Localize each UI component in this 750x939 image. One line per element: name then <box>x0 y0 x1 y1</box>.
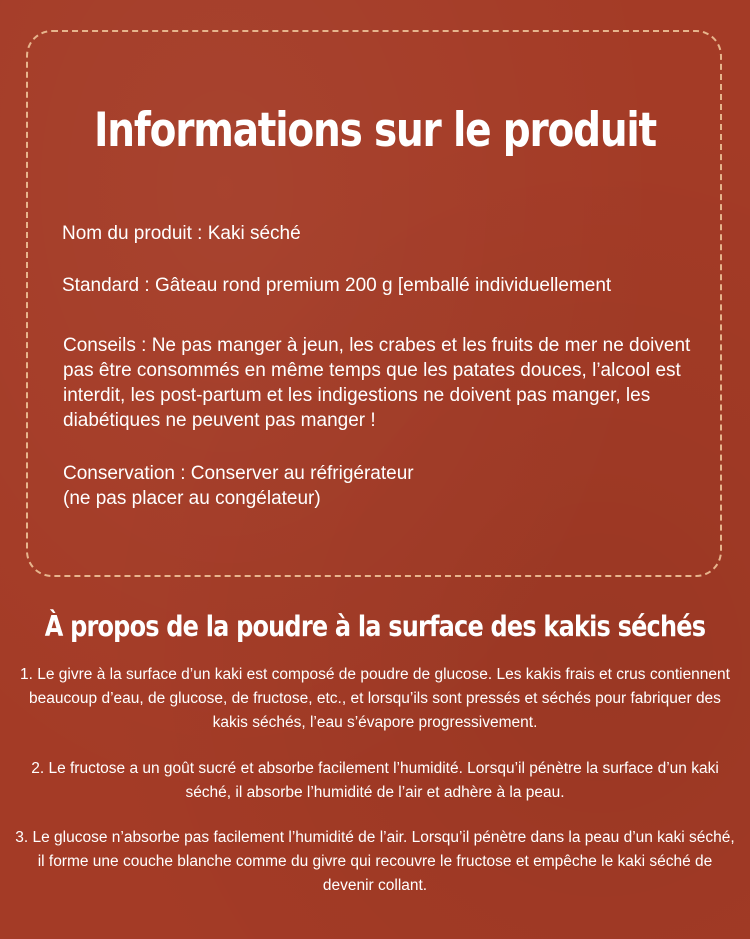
product-storage <box>63 461 663 511</box>
powder-paragraph: 2. Le fructose a un goût sucré et absorbe facilement l’humidité. Lorsqu’il pénètre la surface d’un kaki séché, il absorbe l’humidité de l’air et adhère à la peau. <box>31 760 719 801</box>
product-advice: Conseils : Ne pas manger à jeun, les crabes et les fruits de mer ne doivent pas être consommés en même temps que les patates douces, l’alcool est interdit, les post-partum et les indigestions ne doivent pas manger, les diabétiques ne peuvent pas manger ! <box>63 335 691 431</box>
product-info-title: Informations sur le produit <box>93 103 656 159</box>
product-standard: Standard : Gâteau rond premium 200 g [emballé individuellement <box>62 275 612 296</box>
powder-paragraph: 1. Le givre à la surface d’un kaki est composé de poudre de glucose. Les kakis frais et crus contiennent beaucoup d’eau, de glucose, de fructose, etc., et lorsqu’ils sont pressés et séchés pour fabriquer des kakis séchés, l’eau s’évapore progressivement. <box>20 666 730 731</box>
storage-line: Conservation : Conserver au réfrigérateur <box>63 463 414 484</box>
storage-note: (ne pas placer au congélateur) <box>63 488 321 509</box>
powder-section-title: À propos de la poudre à la surface des kakis séchés <box>44 610 706 644</box>
powder-paragraph: 3. Le glucose n’absorbe pas facilement l’humidité de l’air. Lorsqu’il pénètre dans la peau d’un kaki séché, il forme une couche blanche comme du givre qui recouvre le fructose et empêche le kaki séché de devenir collant. <box>15 829 735 894</box>
product-name: Nom du produit : Kaki séché <box>62 223 301 244</box>
